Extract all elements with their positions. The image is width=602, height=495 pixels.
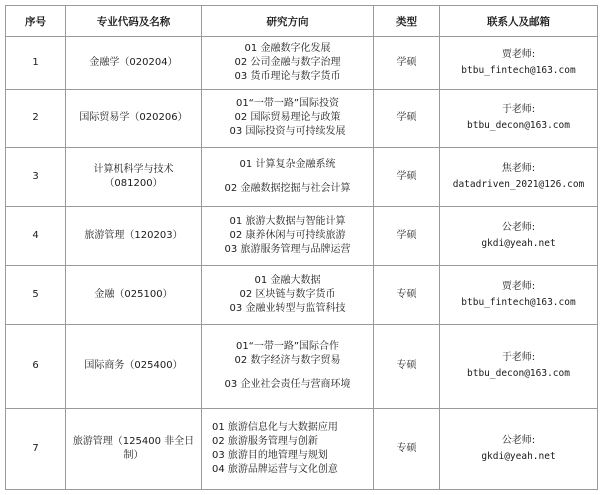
row-contact (440, 408, 598, 490)
table-row (6, 89, 598, 147)
header-contact: 联系人及邮箱 (440, 6, 598, 37)
table-row (6, 325, 598, 408)
direction-item: 02 国际贸易理论与政策 (234, 112, 341, 124)
row-directions (202, 266, 374, 325)
row-seq: 6 (6, 325, 66, 408)
row-major: 金融学（020204） (66, 37, 202, 90)
contact-email: btbu_decon@163.com (467, 120, 570, 132)
row-type: 学硕 (374, 206, 440, 265)
row-seq: 7 (6, 408, 66, 490)
row-type: 学硕 (374, 37, 440, 90)
contact-name: 贾老师: (501, 48, 536, 60)
row-directions (202, 408, 374, 490)
header-major: 专业代码及名称 (66, 6, 202, 37)
row-type: 学硕 (374, 147, 440, 206)
table-row (6, 147, 598, 206)
table-row (6, 408, 598, 490)
row-type: 学硕 (374, 89, 440, 147)
direction-item: 01“一带一路”国际投资 (235, 98, 340, 110)
direction-item: 01 旅游大数据与智能计算 (229, 215, 346, 227)
header-row (6, 6, 598, 37)
row-major: 金融（025100） (66, 266, 202, 325)
contact-name: 于老师: (501, 104, 536, 116)
table-body (6, 37, 598, 490)
direction-item: 01“一带一路”国际合作 (235, 341, 340, 353)
row-major: 计算机科学与技术（081200） (66, 147, 202, 206)
direction-item: 01 金融大数据 (254, 275, 321, 287)
contact-email: gkdi@yeah.net (481, 237, 556, 249)
contact-email: gkdi@yeah.net (481, 450, 556, 462)
direction-item: 02 区块链与数字货币 (239, 289, 336, 301)
contact-name: 于老师: (501, 352, 536, 364)
row-seq: 5 (6, 266, 66, 325)
table-row (6, 266, 598, 325)
header-seq: 序号 (6, 6, 66, 37)
direction-item: 02 康养休闲与可持续旅游 (229, 229, 346, 241)
contact-email: btbu_decon@163.com (467, 368, 570, 380)
row-directions (202, 89, 374, 147)
contact-email: btbu_fintech@163.com (461, 297, 576, 309)
direction-item: 02 公司金融与数字治理 (234, 56, 341, 68)
direction-item: 03 国际投资与可持续发展 (229, 126, 346, 138)
row-seq: 1 (6, 37, 66, 90)
row-contact (440, 89, 598, 147)
direction-spacer (204, 172, 371, 182)
direction-item: 01 计算复杂金融系统 (239, 158, 336, 170)
header-directions: 研究方向 (202, 6, 374, 37)
direction-item: 03 金融业转型与监管科技 (229, 303, 346, 315)
row-contact (440, 37, 598, 90)
row-contact (440, 147, 598, 206)
direction-item: 02 金融数据挖掘与社会计算 (224, 182, 351, 194)
direction-item: 03 旅游目的地管理与规划 (212, 449, 328, 461)
row-contact (440, 325, 598, 408)
contact-name: 贾老师: (501, 281, 536, 293)
direction-item: 03 旅游服务管理与品牌运营 (224, 243, 351, 255)
contact-email: btbu_fintech@163.com (461, 64, 576, 76)
row-contact (440, 266, 598, 325)
direction-item: 01 金融数字化发展 (244, 42, 331, 54)
header-type: 类型 (374, 6, 440, 37)
row-type: 专硕 (374, 408, 440, 490)
row-seq: 2 (6, 89, 66, 147)
row-major: 国际商务（025400） (66, 325, 202, 408)
contact-name: 公老师: (501, 434, 536, 446)
row-seq: 3 (6, 147, 66, 206)
row-directions (202, 37, 374, 90)
direction-item: 03 货币理论与数字货币 (234, 70, 341, 82)
direction-item: 04 旅游品牌运营与文化创意 (212, 463, 338, 475)
row-major: 旅游管理（120203） (66, 206, 202, 265)
row-directions (202, 325, 374, 408)
row-major: 国际贸易学（020206） (66, 89, 202, 147)
direction-spacer (204, 368, 371, 378)
row-directions (202, 206, 374, 265)
table-row (6, 37, 598, 90)
row-contact (440, 206, 598, 265)
row-type: 专硕 (374, 325, 440, 408)
direction-item: 01 旅游信息化与大数据应用 (212, 421, 338, 433)
contact-name: 焦老师: (501, 162, 536, 174)
direction-item: 02 旅游服务管理与创新 (212, 435, 318, 447)
row-type: 专硕 (374, 266, 440, 325)
direction-item: 03 企业社会责任与营商环境 (224, 379, 351, 391)
row-seq: 4 (6, 206, 66, 265)
row-directions (202, 147, 374, 206)
contact-email: datadriven_2021@126.com (452, 178, 585, 190)
direction-item: 02 数字经济与数字贸易 (234, 355, 341, 367)
program-table (5, 5, 598, 490)
contact-name: 公老师: (501, 221, 536, 233)
table-row (6, 206, 598, 265)
row-major: 旅游管理（125400 非全日制） (66, 408, 202, 490)
